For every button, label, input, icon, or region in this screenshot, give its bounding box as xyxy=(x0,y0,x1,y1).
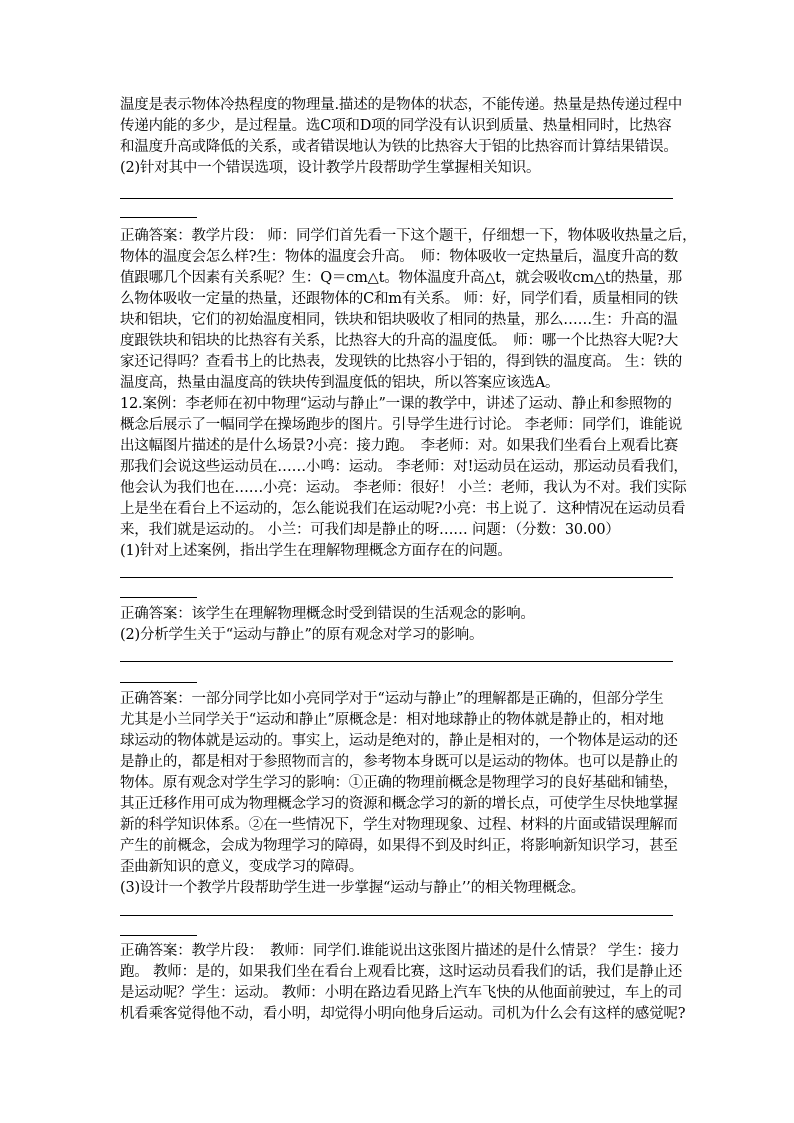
text-line: 度跟铁块和铝块的比热容有关系，比热容大的升高的温度低。 师：哪一个比热容大呢?大 xyxy=(120,333,679,349)
short-rule xyxy=(120,597,197,598)
short-rule xyxy=(120,682,197,683)
text-line: 上是坐在看台上不运动的，怎么能说我们在运动呢?小亮：书上说了．这种情况在运动员看 xyxy=(120,501,686,517)
text-line: 跑。 教师：是的，如果我们坐在看台上观看比赛，这时运动员看我们的话，我们是静止还 xyxy=(120,964,683,980)
text-line: 是运动呢？学生：运动。 教师：小明在路边看见路上汽车飞快的从他面前驶过，车上的司 xyxy=(120,985,683,1001)
text-line: 么物体吸收一定量的热量，还跟物体的C和m有关系。 师：好，同学们看，质量相同的铁 xyxy=(120,291,678,307)
text-line: 球运动的物体就是运动的。事实上，运动是绝对的，静止是相对的，一个物体是运动的还 xyxy=(120,733,678,749)
text-line: 温度是表示物体冷热程度的物理量.描述的是物体的状态，不能传递。热量是热传递过程中 xyxy=(120,97,683,113)
answer-line xyxy=(120,661,673,662)
text-line: 传递内能的多少，是过程量。选C项和D项的同学没有认识到质量、热量相同时，比热容 xyxy=(120,118,672,134)
text-line: 歪曲新知识的意义，变成学习的障碍。 xyxy=(120,859,364,875)
text-line: 来，我们就是运动的。 小兰：可我们却是静止的呀…… 问题：（分数：30.00） xyxy=(120,522,620,538)
text-line: 尤其是小兰同学关于“运动和静止”原概念是：相对地球静止的物体就是静止的，相对地 xyxy=(120,712,664,728)
text-line: 和温度升高或降低的关系，或者错误地认为铁的比热容大于铝的比热容而计算结果错误。 xyxy=(120,139,678,155)
question-12-text xyxy=(120,394,688,562)
text-line: 值跟哪几个因素有关系呢？生：Q＝cm△t。物体温度升高△t，就会吸收cm△t的热量，那 xyxy=(120,270,682,286)
text-line: 温度高，热量由温度高的铁块传到温度低的铝块，所以答案应该选A。 xyxy=(120,375,560,391)
answer-line xyxy=(120,577,673,578)
text-line: 正确答案：教学片段： 师：同学们首先看一下这个题干，仔细想一下，物体吸收热量之后， xyxy=(120,228,697,244)
text-line: 块和铝块，它们的初始温度相同，铁块和铝块吸收了相同的热量，那么……生：升高的温 xyxy=(120,312,678,328)
answer-text xyxy=(120,941,686,1025)
text-line: (1)针对上述案例，指出学生在理解物理概念方面存在的问题。 xyxy=(120,543,512,559)
text-line: 是静止的，都是相对于参照物而言的，参考物本身既可以是运动的物体。也可以是静止的 xyxy=(120,754,678,770)
text-line: 机看乘客觉得他不动，看小明，却觉得小明向他身后运动。司机为什么会有这样的感觉呢? xyxy=(120,1006,686,1022)
text-line: 物体。原有观念对学生学习的影响：①正确的物理前概念是物理学习的良好基础和铺垫， xyxy=(120,775,678,791)
short-rule xyxy=(120,935,197,936)
text-line: 正确答案：该学生在理解物理概念时受到错误的生活观念的影响。 xyxy=(120,606,535,622)
question-text xyxy=(120,95,683,179)
text-line: 家还记得吗？查看书上的比热表，发现铁的比热容小于铝的，得到铁的温度高。 生：铁的 xyxy=(120,354,683,370)
text-line: 物体的温度会怎么样?生：物体的温度会升高。 师：物体吸收一定热量后，温度升高的数 xyxy=(120,249,679,265)
text-line: 概念后展示了一幅同学在操场跑步的图片。引导学生进行讨论。 李老师：同学们，谁能说 xyxy=(120,417,683,433)
document-page xyxy=(120,95,697,1025)
answer-text xyxy=(120,689,678,899)
text-line: (3)设计一个教学片段帮助学生进一步掌握“运动与静止’’的相关物理概念。 xyxy=(120,880,585,896)
text-line: 新的科学知识体系。②在一些情况下，学生对物理现象、过程、材料的片面或错误理解而 xyxy=(120,817,678,833)
answer-line xyxy=(120,915,673,916)
text-line: 他会认为我们也在……小亮：运动。 李老师：很好！ 小兰：老师，我认为不对。我们实际 xyxy=(120,480,687,496)
text-line: 那我们会说这些运动员在……小鸣：运动。 李老师：对!运动员在运动，那运动员看我们， xyxy=(120,459,688,475)
text-line: 出这幅图片描述的是什么场景?小亮：接力跑。 李老师：对。如果我们坐看台上观看比赛 xyxy=(120,438,679,454)
text-line: 产生的前概念，会成为物理学习的障碍，如果得不到及时纠正，将影响新知识学习，甚至 xyxy=(120,838,678,854)
short-rule xyxy=(120,217,197,218)
text-line: 正确答案：教学片段： 教师：同学们.谁能说出这张图片描述的是什么情景？ 学生：接力 xyxy=(120,943,680,959)
text-line: (2)针对其中一个错误选项，设计教学片段帮助学生掌握相关知识。 xyxy=(120,160,541,176)
text-line: 12.案例：李老师在初中物理“运动与静止”一课的教学中，讲述了运动、静止和参照物的 xyxy=(120,396,672,412)
answer-line xyxy=(120,198,673,199)
text-line: (2)分析学生关于“运动与静止”的原有观念对学习的影响。 xyxy=(120,627,484,643)
answer-text xyxy=(120,226,697,394)
answer-text xyxy=(120,604,674,646)
text-line: 其正迁移作用可成为物理概念学习的资源和概念学习的新的增长点，可使学生尽快地掌握 xyxy=(120,796,678,812)
text-line: 正确答案：一部分同学比如小亮同学对于“运动与静止”的理解都是正确的，但部分学生 xyxy=(120,691,664,707)
